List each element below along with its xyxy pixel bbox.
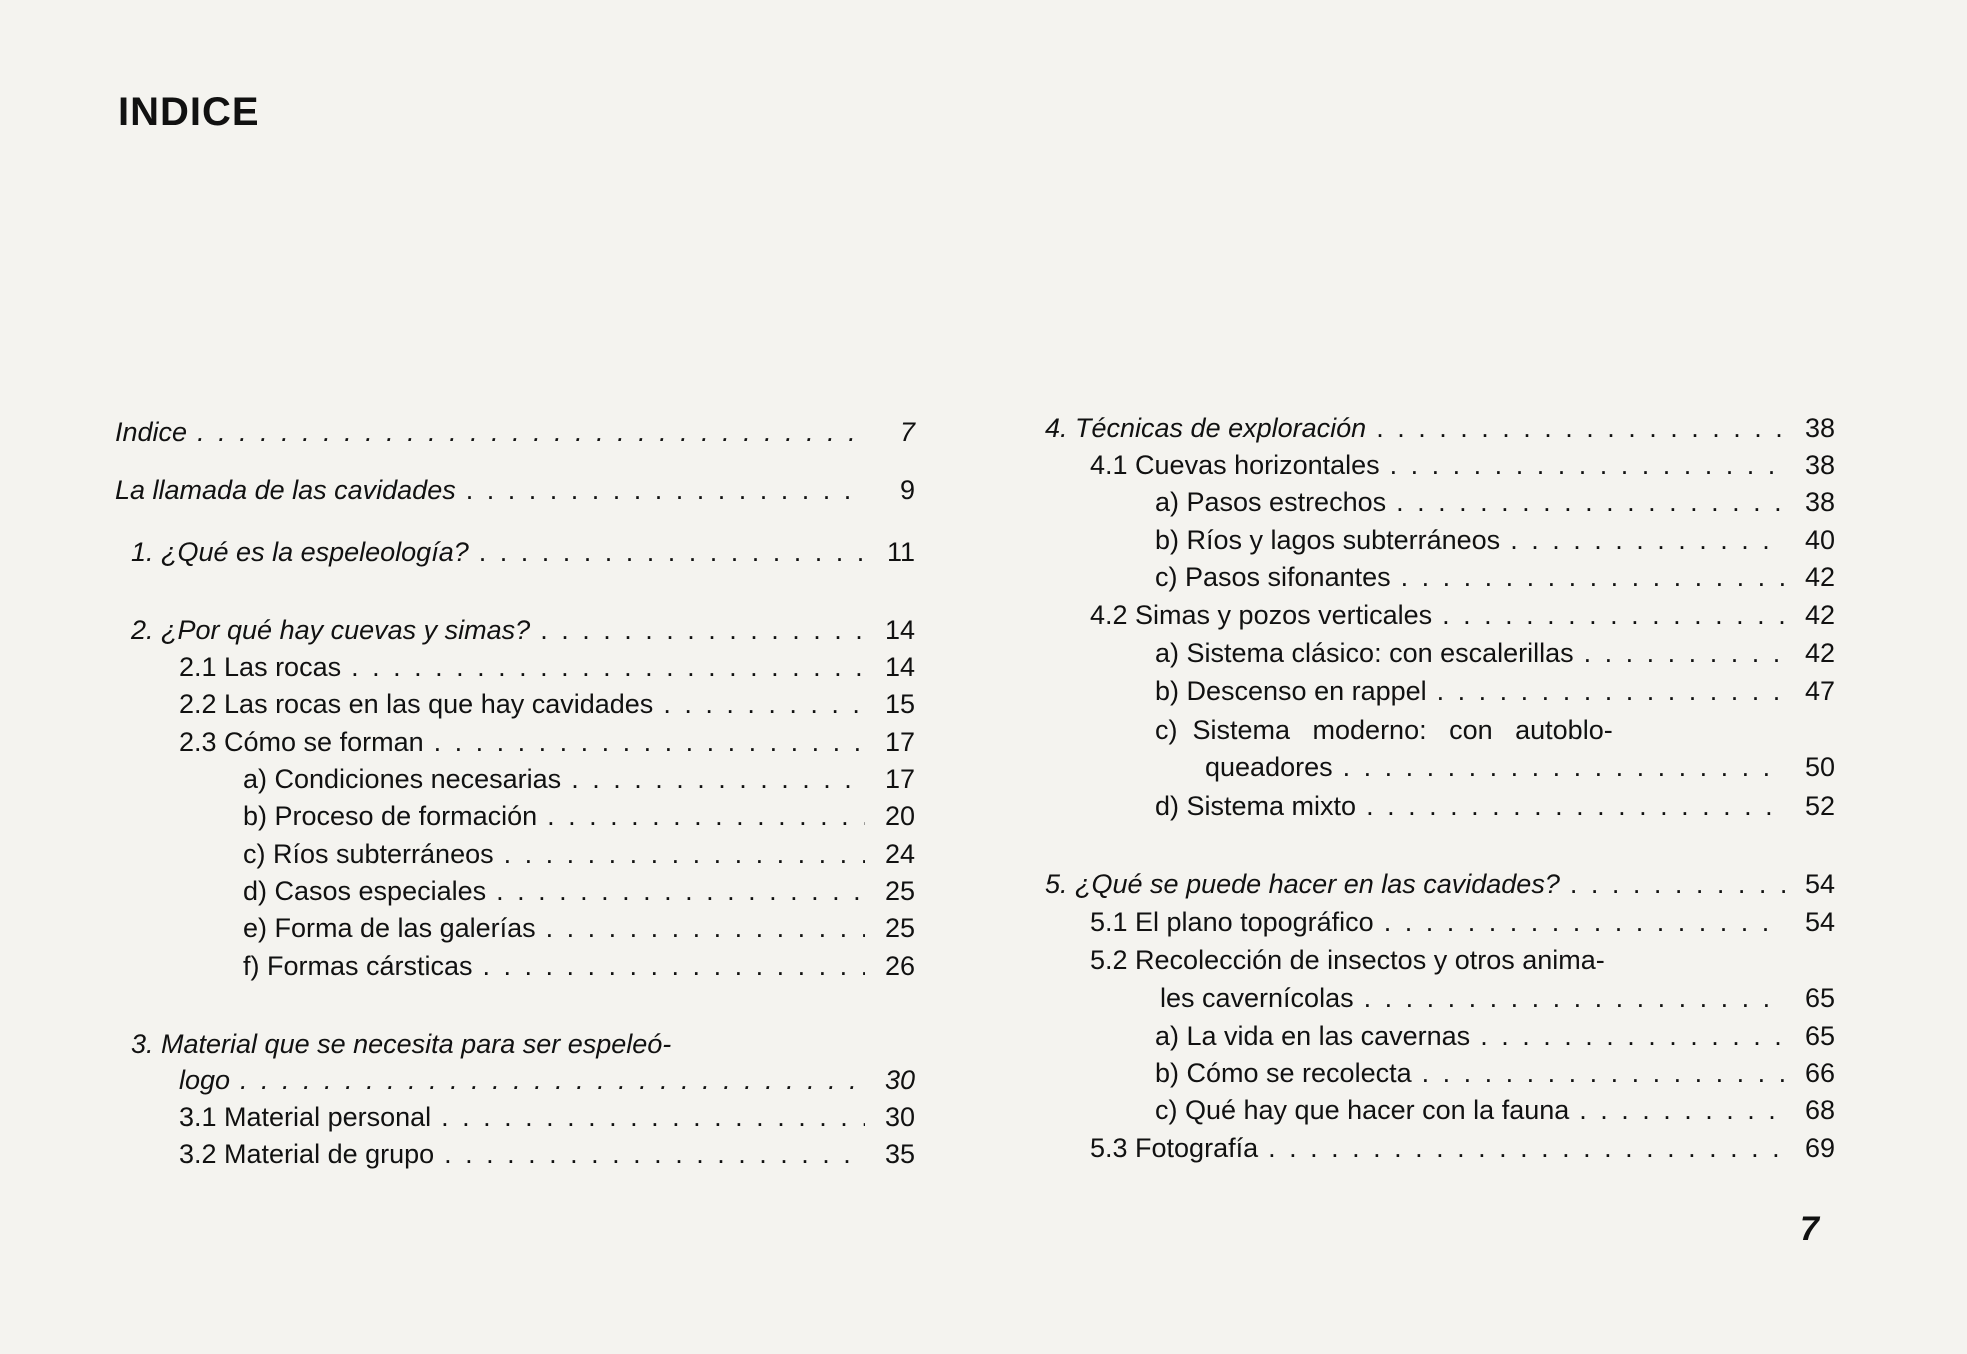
toc-entry[interactable]: Indice . . . 7 xyxy=(115,414,915,450)
toc-entry[interactable]: La llamada de las cavidades . . . 9 xyxy=(115,472,915,508)
page-title: INDICE xyxy=(118,90,260,134)
toc-entry[interactable]: b) Ríos y lagos subterráneos . . . 40 xyxy=(1155,522,1835,558)
toc-entry[interactable]: e) Forma de las galerías . . . 25 xyxy=(243,910,915,946)
toc-entry[interactable]: d) Sistema mixto . . . 52 xyxy=(1155,788,1835,824)
toc-entry[interactable]: c) Ríos subterráneos . . . 24 xyxy=(243,836,915,872)
toc-entry[interactable]: les cavernícolas . . . 65 xyxy=(1160,980,1835,1016)
toc-entry[interactable]: 4. Técnicas de exploración . . . 38 xyxy=(1045,410,1835,446)
toc-entry[interactable]: b) Cómo se recolecta . . . 66 xyxy=(1155,1055,1835,1091)
toc-entry[interactable]: 2.3 Cómo se forman . . . 17 xyxy=(179,724,915,760)
toc-entry[interactable]: d) Casos especiales . . . 25 xyxy=(243,873,915,909)
toc-entry[interactable]: 2.2 Las rocas en las que hay cavidades . . . 15 xyxy=(179,686,915,722)
toc-entry[interactable]: c) Qué hay que hacer con la fauna . . . 68 xyxy=(1155,1092,1835,1128)
toc-entry[interactable]: 3.2 Material de grupo . . . 35 xyxy=(179,1136,915,1172)
toc-entry[interactable]: 1. ¿Qué es la espeleología? . . . 11 xyxy=(131,534,915,570)
toc-entry[interactable]: 4.2 Simas y pozos verticales . . . 42 xyxy=(1090,597,1835,633)
toc-entry[interactable]: 5. ¿Qué se puede hacer en las cavidades? . . . 54 xyxy=(1045,866,1835,902)
toc-entry[interactable]: b) Proceso de formación . . . 20 xyxy=(243,798,915,834)
toc-entry[interactable]: a) Sistema clásico: con escalerillas . . . 42 xyxy=(1155,635,1835,671)
toc-entry[interactable]: 5.1 El plano topográfico . . . 54 xyxy=(1090,904,1835,940)
toc-entry-line[interactable]: c) Sistema moderno: con autoblo- xyxy=(1155,715,1613,745)
toc-entry[interactable]: b) Descenso en rappel . . . 47 xyxy=(1155,673,1835,709)
toc-entry[interactable]: a) La vida en las cavernas . . . 65 xyxy=(1155,1018,1835,1054)
toc-entry[interactable]: 2. ¿Por qué hay cuevas y simas? . . . 14 xyxy=(131,612,915,648)
toc-entry[interactable]: 2.1 Las rocas . . . 14 xyxy=(179,649,915,685)
toc-entry[interactable]: logo . . . 30 xyxy=(179,1062,915,1098)
toc-entry[interactable]: f) Formas cársticas . . . 26 xyxy=(243,948,915,984)
toc-entry[interactable]: 4.1 Cuevas horizontales . . . 38 xyxy=(1090,447,1835,483)
toc-entry[interactable]: c) Pasos sifonantes . . . 42 xyxy=(1155,559,1835,595)
toc-entry-line[interactable]: 5.2 Recolección de insectos y otros anima- xyxy=(1090,945,1605,975)
toc-entry[interactable]: queadores . . . 50 xyxy=(1205,749,1835,785)
toc-entry[interactable]: a) Condiciones necesarias . . . 17 xyxy=(243,761,915,797)
page-number: 7 xyxy=(1800,1210,1819,1248)
toc-entry[interactable]: a) Pasos estrechos . . . 38 xyxy=(1155,484,1835,520)
toc-entry[interactable]: 5.3 Fotografía . . . 69 xyxy=(1090,1130,1835,1166)
toc-entry[interactable]: 3.1 Material personal . . . 30 xyxy=(179,1099,915,1135)
toc-entry-line[interactable]: 3. Material que se necesita para ser espeleó- xyxy=(131,1029,672,1059)
